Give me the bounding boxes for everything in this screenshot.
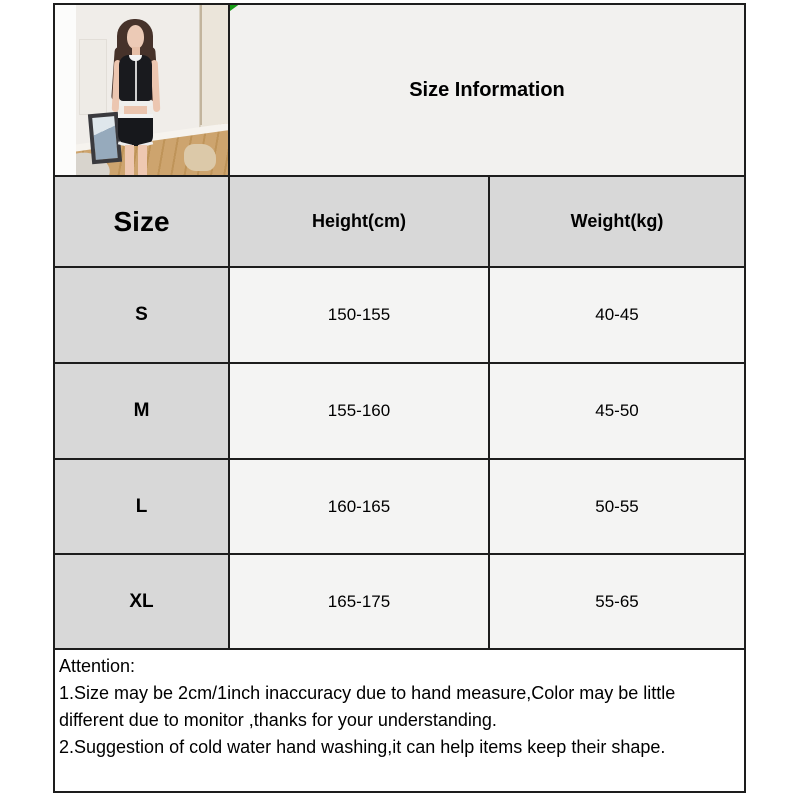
attention-note-2: 2.Suggestion of cold water hand washing,it can help items keep their shape. <box>59 737 666 757</box>
black-shorts <box>118 114 153 146</box>
door-frame-line <box>200 5 202 125</box>
weight-cell-xl: 55-65 <box>490 555 744 650</box>
height-cell-s: 150-155 <box>230 268 490 364</box>
weight-cell-m: 45-50 <box>490 364 744 460</box>
column-header-height: Height(cm) <box>230 177 490 268</box>
size-cell-s: S <box>55 268 230 364</box>
weight-cell-l: 50-55 <box>490 460 744 555</box>
size-cell-l: L <box>55 460 230 555</box>
model-arm-right <box>151 60 161 112</box>
wall-panel <box>79 39 107 115</box>
page-title: Size Information <box>409 78 565 101</box>
model-face <box>127 25 144 49</box>
height-cell-m: 155-160 <box>230 364 490 460</box>
product-photo-cell <box>55 5 230 177</box>
product-photo <box>76 5 228 175</box>
model-leg-left <box>125 145 134 175</box>
attention-note-1: 1.Size may be 2cm/1inch inaccuracy due to hand measure,Color may be little different due to monitor ,thanks for your understanding. <box>59 683 676 730</box>
size-cell-xl: XL <box>55 555 230 650</box>
black-crop-top <box>119 55 152 101</box>
height-cell-l: 160-165 <box>230 460 490 555</box>
green-corner-marker-icon <box>230 5 241 11</box>
size-information-header <box>230 5 744 177</box>
attention-title: Attention: <box>59 656 136 676</box>
door <box>199 5 228 131</box>
size-chart-sheet <box>53 3 746 793</box>
column-header-weight: Weight(kg) <box>490 177 744 268</box>
column-header-size: Size <box>55 177 230 268</box>
weight-cell-s: 40-45 <box>490 268 744 364</box>
size-cell-m: M <box>55 364 230 460</box>
beige-blanket <box>184 144 216 171</box>
model-leg-right <box>138 145 147 175</box>
height-cell-xl: 165-175 <box>230 555 490 650</box>
attention-note <box>55 650 744 791</box>
picture-frame <box>88 112 122 164</box>
size-chart-grid <box>55 5 744 791</box>
